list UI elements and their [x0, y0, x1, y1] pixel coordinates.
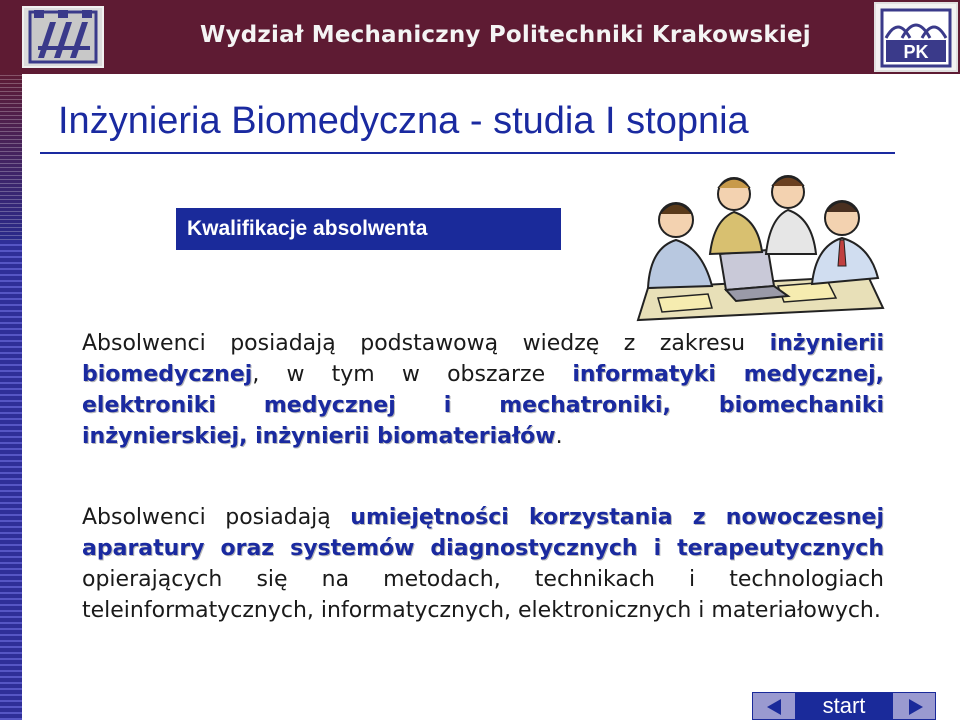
previous-button[interactable] — [752, 692, 796, 720]
skills-highlight: umiejętności korzystania z nowoczesnej aparatury oraz systemów diagnostycznych i terapeutycznych — [82, 505, 884, 561]
left-stripe-pattern — [0, 240, 22, 720]
skills-paragraph — [82, 502, 884, 626]
slide-navigation — [752, 692, 934, 720]
start-button[interactable]: start — [796, 692, 892, 720]
university-logo — [874, 2, 958, 72]
left-decorative-stripe — [0, 0, 22, 720]
knowledge-paragraph — [82, 328, 884, 452]
next-button[interactable] — [892, 692, 936, 720]
field-list: informatyki medycznej, elektroniki medycznej i mechatroniki, biomechaniki inżynierskiej, inżynierii biomateriałów — [82, 362, 884, 449]
knowledge-intro: Absolwenci posiadają podstawową wiedzę z zakresu — [82, 331, 770, 356]
team-meeting-illustration — [628, 158, 888, 326]
university-logo-icon — [876, 4, 956, 70]
knowledge-end: . — [555, 424, 563, 449]
field-biomedical-engineering: inżynierii biomedycznej — [82, 331, 884, 387]
people-at-laptop-icon — [628, 158, 888, 326]
title-underline — [40, 152, 895, 154]
slide-title: Inżynieria Biomedyczna - studia I stopnia — [58, 100, 749, 142]
section-label: Kwalifikacje absolwenta — [176, 208, 561, 250]
header-bar — [0, 0, 960, 74]
triangle-right-icon — [909, 699, 923, 715]
faculty-logo — [22, 6, 104, 68]
svg-text:PK: PK — [903, 42, 929, 62]
triangle-left-icon — [767, 699, 781, 715]
faculty-logo-icon — [24, 8, 102, 66]
knowledge-mid: , w tym w obszarze — [252, 362, 573, 387]
skills-intro: Absolwenci posiadają — [82, 505, 351, 530]
faculty-name: Wydział Mechaniczny Politechniki Krakowskiej — [200, 22, 811, 48]
skills-rest: opierających się na metodach, technikach i technologiach teleinformatycznych, informatycznych, elektronicznych i materiałowych. — [82, 567, 884, 623]
